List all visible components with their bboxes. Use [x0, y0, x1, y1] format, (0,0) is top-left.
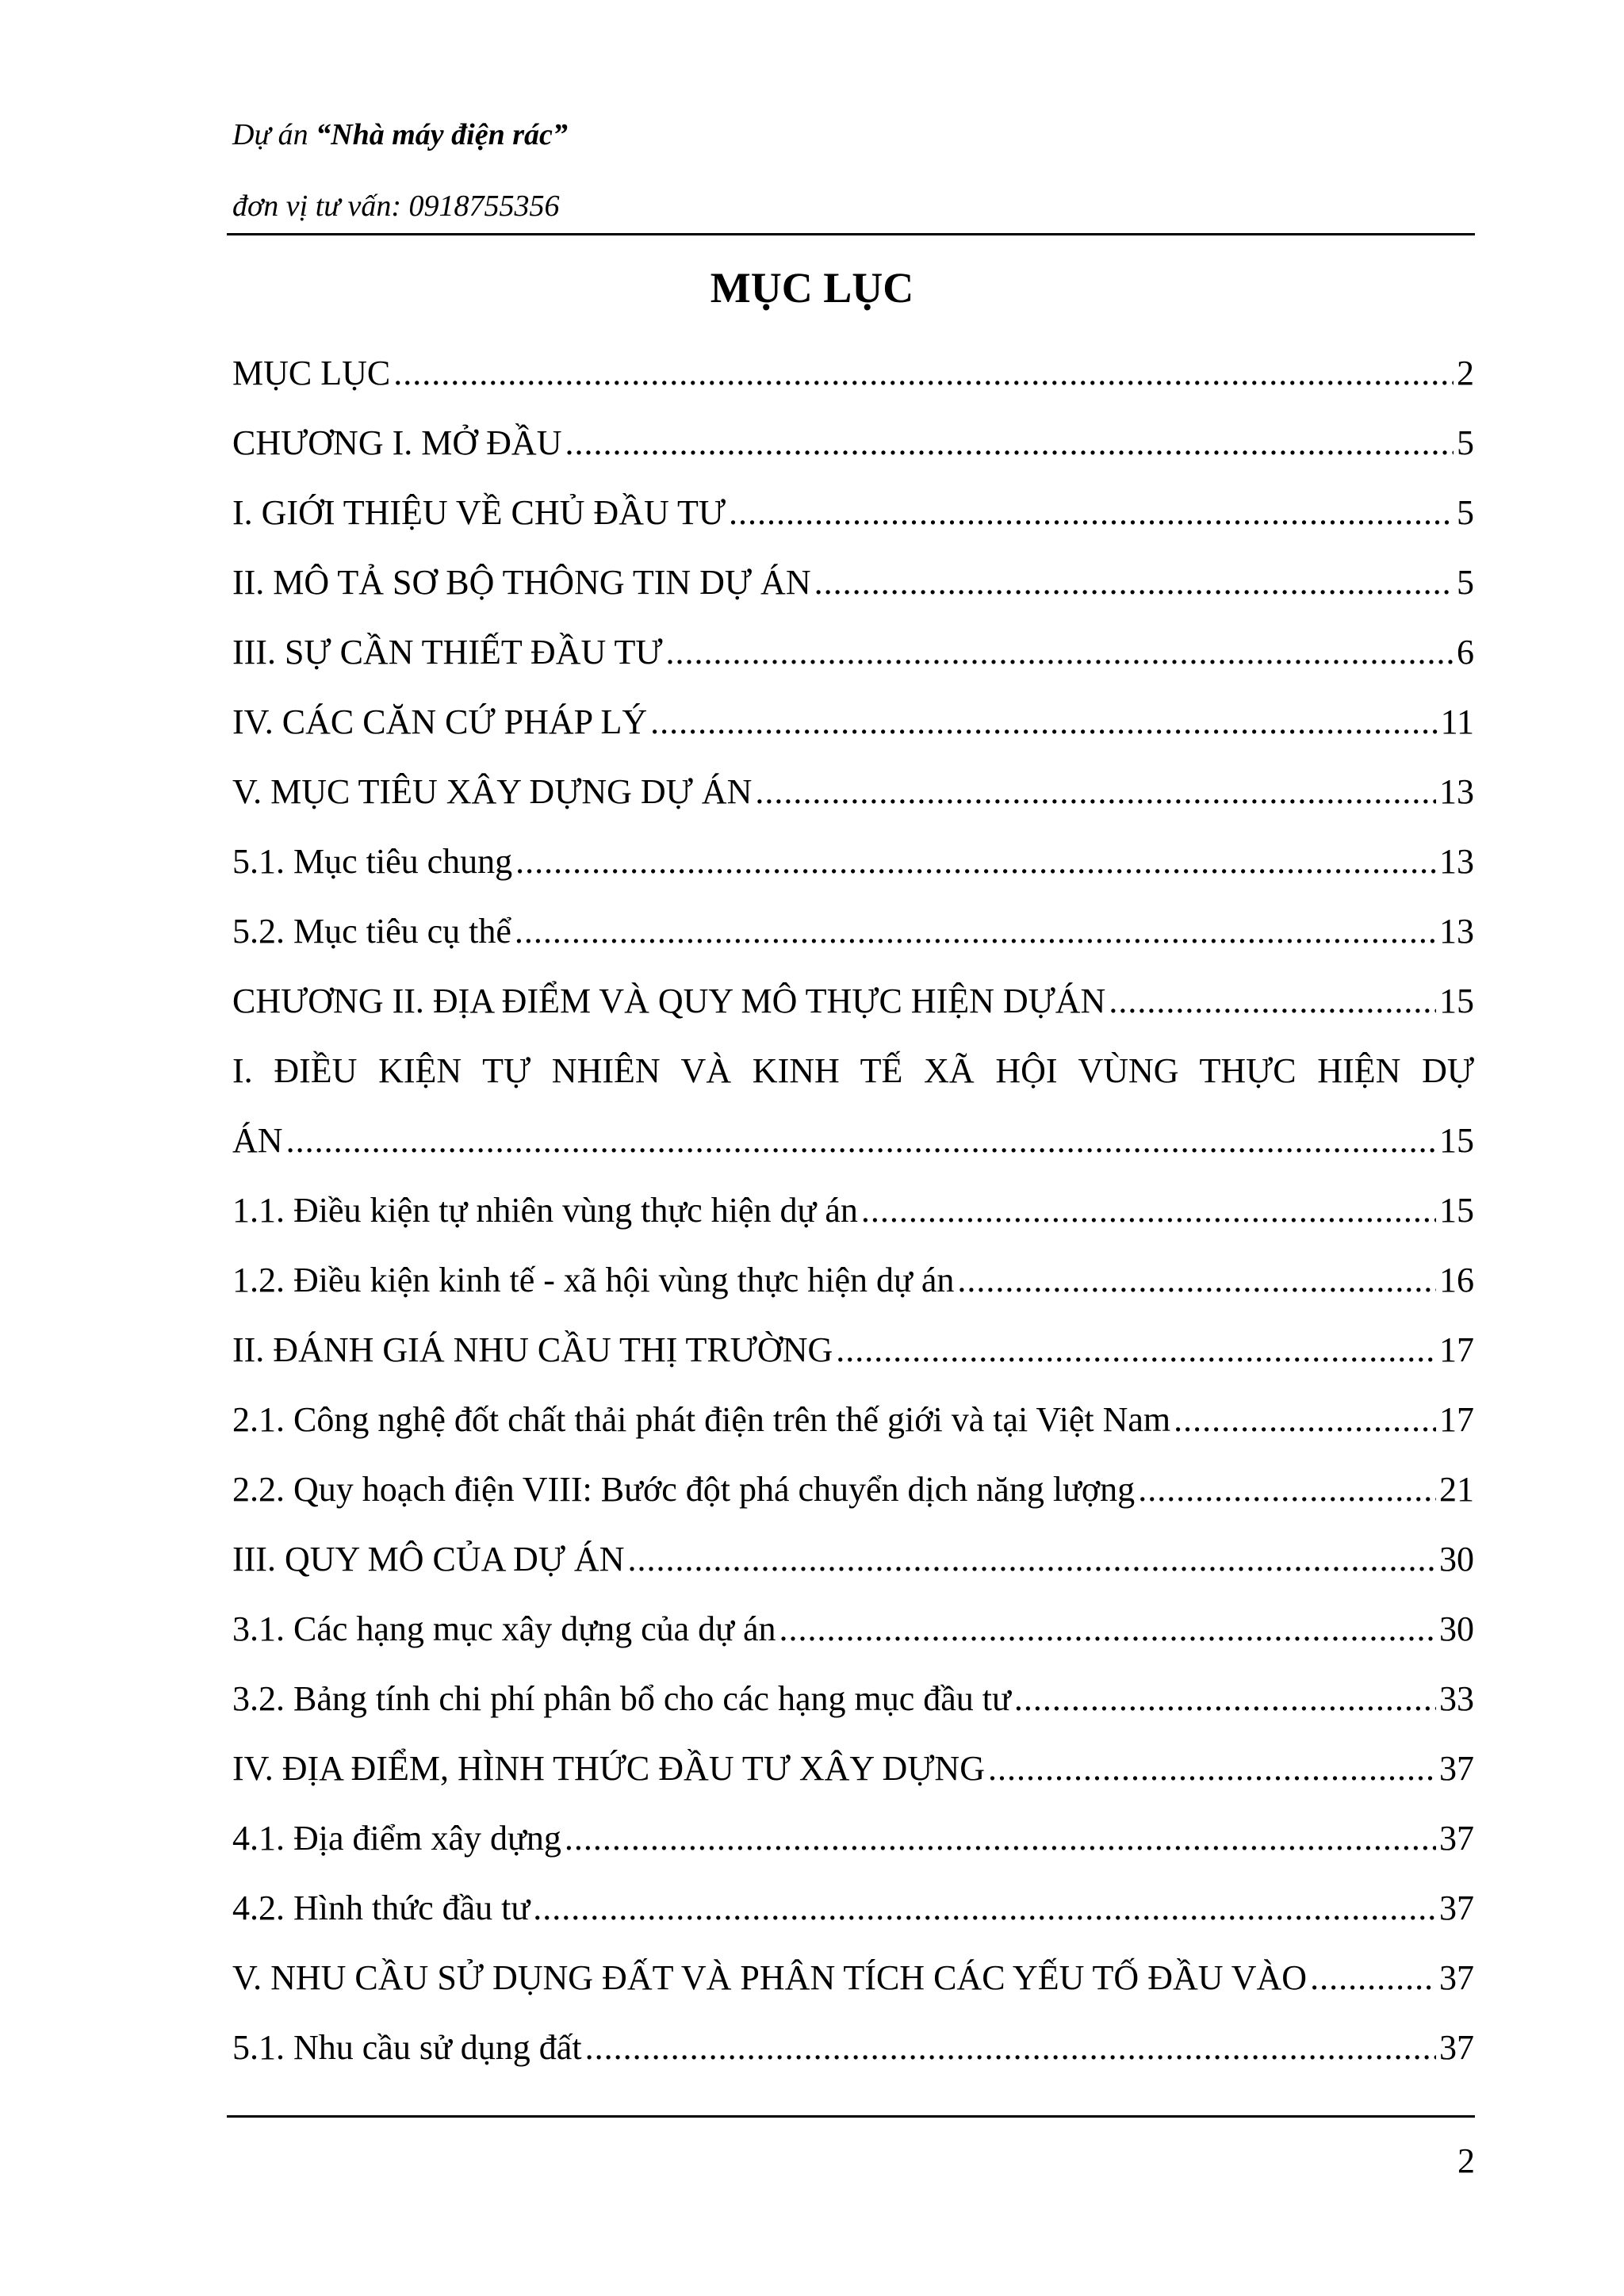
toc-entry-label: MỤC LỤC: [232, 354, 391, 392]
toc-entry-page: 13: [1439, 842, 1474, 881]
toc-entry-label: 5.1. Nhu cầu sử dụng đất: [232, 2028, 582, 2067]
toc-entry-label: II. ĐÁNH GIÁ NHU CẦU THỊ TRƯỜNG: [232, 1330, 833, 1369]
toc-leader-dots: [779, 1605, 1436, 1654]
toc-entry-label: 5.2. Mục tiêu cụ thể: [232, 912, 511, 951]
toc-entry-label: 5.1. Mục tiêu chung: [232, 842, 513, 881]
toc-entry[interactable]: [232, 1535, 1474, 1605]
toc-entry-page: 2: [1457, 354, 1474, 392]
toc-entry-page: 37: [1439, 1819, 1474, 1858]
toc-entry-label: V. NHU CẦU SỬ DỤNG ĐẤT VÀ PHÂN TÍCH CÁC YẾU TỐ ĐẦU VÀO: [232, 1958, 1308, 1997]
toc-leader-dots: [1014, 1674, 1436, 1724]
toc-leader-dots: [1109, 977, 1436, 1026]
header-project-prefix: Dự án: [232, 118, 316, 151]
toc-entry[interactable]: [232, 628, 1474, 698]
footer-rule: [227, 2115, 1475, 2118]
toc-leader-dots: [627, 1535, 1436, 1584]
toc-entry[interactable]: [232, 2023, 1474, 2093]
toc-entry[interactable]: [232, 1047, 1474, 1186]
toc-entry[interactable]: [232, 1326, 1474, 1395]
toc-entry[interactable]: [232, 1605, 1474, 1674]
toc-entry-label: CHƯƠNG I. MỞ ĐẦU: [232, 423, 562, 462]
toc-leader-dots: [650, 698, 1438, 747]
toc-entry-page: 13: [1439, 772, 1474, 811]
toc-leader-dots: [565, 1814, 1436, 1863]
toc-entry-label: III. QUY MÔ CỦA DỰ ÁN: [232, 1540, 625, 1578]
toc-entry[interactable]: [232, 349, 1474, 419]
toc-entry[interactable]: [232, 1744, 1474, 1814]
toc-entry-page: 37: [1439, 1888, 1474, 1927]
toc-entry-label-line2: ÁN: [232, 1121, 283, 1160]
toc-entry-label: 3.1. Các hạng mục xây dựng của dự án: [232, 1609, 776, 1648]
toc-leader-dots: [729, 488, 1454, 538]
toc-entry-page: 13: [1439, 912, 1474, 951]
toc-entry[interactable]: [232, 907, 1474, 977]
toc-entry-label: IV. ĐỊA ĐIỂM, HÌNH THỨC ĐẦU TƯ XÂY DỰNG: [232, 1749, 985, 1788]
toc-entry-label: 2.1. Công nghệ đốt chất thải phát điện trên thế giới và tại Việt Nam: [232, 1400, 1171, 1439]
toc-entry[interactable]: [232, 1674, 1474, 1744]
toc-entry-label: 1.1. Điều kiện tự nhiên vùng thực hiện dự án: [232, 1191, 858, 1230]
toc-entry-page: 5: [1457, 563, 1474, 602]
toc-entry-label: V. MỤC TIÊU XÂY DỰNG DỰ ÁN: [232, 772, 753, 811]
toc-entry[interactable]: [232, 977, 1474, 1047]
toc-entry-label: II. MÔ TẢ SƠ BỘ THÔNG TIN DỰ ÁN: [232, 563, 811, 602]
toc-entry[interactable]: [232, 1954, 1474, 2023]
toc-entry-page: 16: [1439, 1261, 1474, 1299]
toc-entry-label: CHƯƠNG II. ĐỊA ĐIỂM VÀ QUY MÔ THỰC HIỆN DỰÁN: [232, 982, 1106, 1020]
toc-entry-label: 2.2. Quy hoạch điện VIII: Bước đột phá chuyển dịch năng lượng: [232, 1470, 1136, 1509]
toc-leader-dots: [515, 907, 1436, 956]
toc-entry-page: 17: [1439, 1330, 1474, 1369]
toc-entry-page: 21: [1439, 1470, 1474, 1509]
toc-entry-page: 15: [1439, 1191, 1474, 1230]
toc-entry-page: 15: [1439, 1121, 1474, 1160]
toc-entry[interactable]: [232, 1814, 1474, 1884]
toc-entry[interactable]: [232, 419, 1474, 488]
toc-entry[interactable]: [232, 488, 1474, 558]
toc-entry-page: 6: [1457, 633, 1474, 672]
toc-entry[interactable]: [232, 837, 1474, 907]
toc-entry[interactable]: [232, 1256, 1474, 1326]
toc-entry[interactable]: [232, 1884, 1474, 1954]
toc-leader-dots: [814, 558, 1454, 607]
header-consultant: đơn vị tư vấn: 0918755356: [232, 189, 560, 223]
toc-leader-dots: [861, 1186, 1436, 1235]
toc-entry-page: 33: [1439, 1679, 1474, 1718]
toc-entry-page: 37: [1439, 1958, 1474, 1997]
toc-entry[interactable]: [232, 767, 1474, 837]
toc-leader-dots: [836, 1326, 1436, 1375]
toc-entry-label: IV. CÁC CĂN CỨ PHÁP LÝ: [232, 702, 648, 741]
toc-title: MỤC LỤC: [710, 264, 914, 312]
toc-leader-dots: [565, 419, 1454, 468]
toc-leader-dots: [1174, 1395, 1436, 1445]
toc-leader-dots: [957, 1256, 1436, 1305]
toc-entry-label: I. GIỚI THIỆU VỀ CHỦ ĐẦU TƯ: [232, 493, 726, 532]
toc-entry-page: 5: [1457, 423, 1474, 462]
header-rule: [227, 233, 1475, 235]
toc-entry-page: 15: [1439, 982, 1474, 1020]
toc-entry-page: 30: [1439, 1540, 1474, 1578]
toc-leader-dots: [988, 1744, 1436, 1793]
toc-entry[interactable]: [232, 1395, 1474, 1465]
table-of-contents: [232, 349, 1474, 2093]
toc-entry-label: III. SỰ CẦN THIẾT ĐẦU TƯ: [232, 633, 663, 672]
toc-leader-dots: [1310, 1954, 1436, 2003]
toc-entry-label: 3.2. Bảng tính chi phí phân bổ cho các hạng mục đầu tư: [232, 1679, 1011, 1718]
toc-leader-dots: [1138, 1465, 1436, 1514]
toc-entry-page: 37: [1439, 1749, 1474, 1788]
toc-leader-dots: [286, 1116, 1436, 1165]
toc-entry[interactable]: [232, 558, 1474, 628]
toc-leader-dots: [665, 628, 1454, 677]
toc-leader-dots: [515, 837, 1436, 886]
toc-entry-label: 4.1. Địa điểm xây dựng: [232, 1819, 561, 1858]
page-number: 2: [1457, 2141, 1475, 2180]
header-project-name: “Nhà máy điện rác”: [316, 118, 568, 151]
header-project-title: [232, 117, 568, 152]
toc-entry[interactable]: [232, 698, 1474, 767]
toc-entry-label: 4.2. Hình thức đầu tư: [232, 1888, 530, 1927]
toc-leader-dots: [755, 767, 1436, 817]
toc-entry-page: 11: [1440, 702, 1474, 741]
toc-leader-dots: [533, 1884, 1436, 1933]
toc-entry-page: 37: [1439, 2028, 1474, 2067]
toc-entry-label: 1.2. Điều kiện kinh tế - xã hội vùng thực hiện dự án: [232, 1261, 955, 1299]
toc-leader-dots: [585, 2023, 1436, 2072]
toc-entry[interactable]: [232, 1186, 1474, 1256]
toc-entry-page: 5: [1457, 493, 1474, 532]
toc-entry[interactable]: [232, 1465, 1474, 1535]
toc-leader-dots: [393, 349, 1454, 398]
toc-entry-page: 17: [1439, 1400, 1474, 1439]
toc-entry-page: 30: [1439, 1609, 1474, 1648]
toc-entry-label-line1: I. ĐIỀU KIỆN TỰ NHIÊN VÀ KINH TẾ XÃ HỘI VÙNG THỰC HIỆN DỰ: [232, 1051, 1474, 1090]
